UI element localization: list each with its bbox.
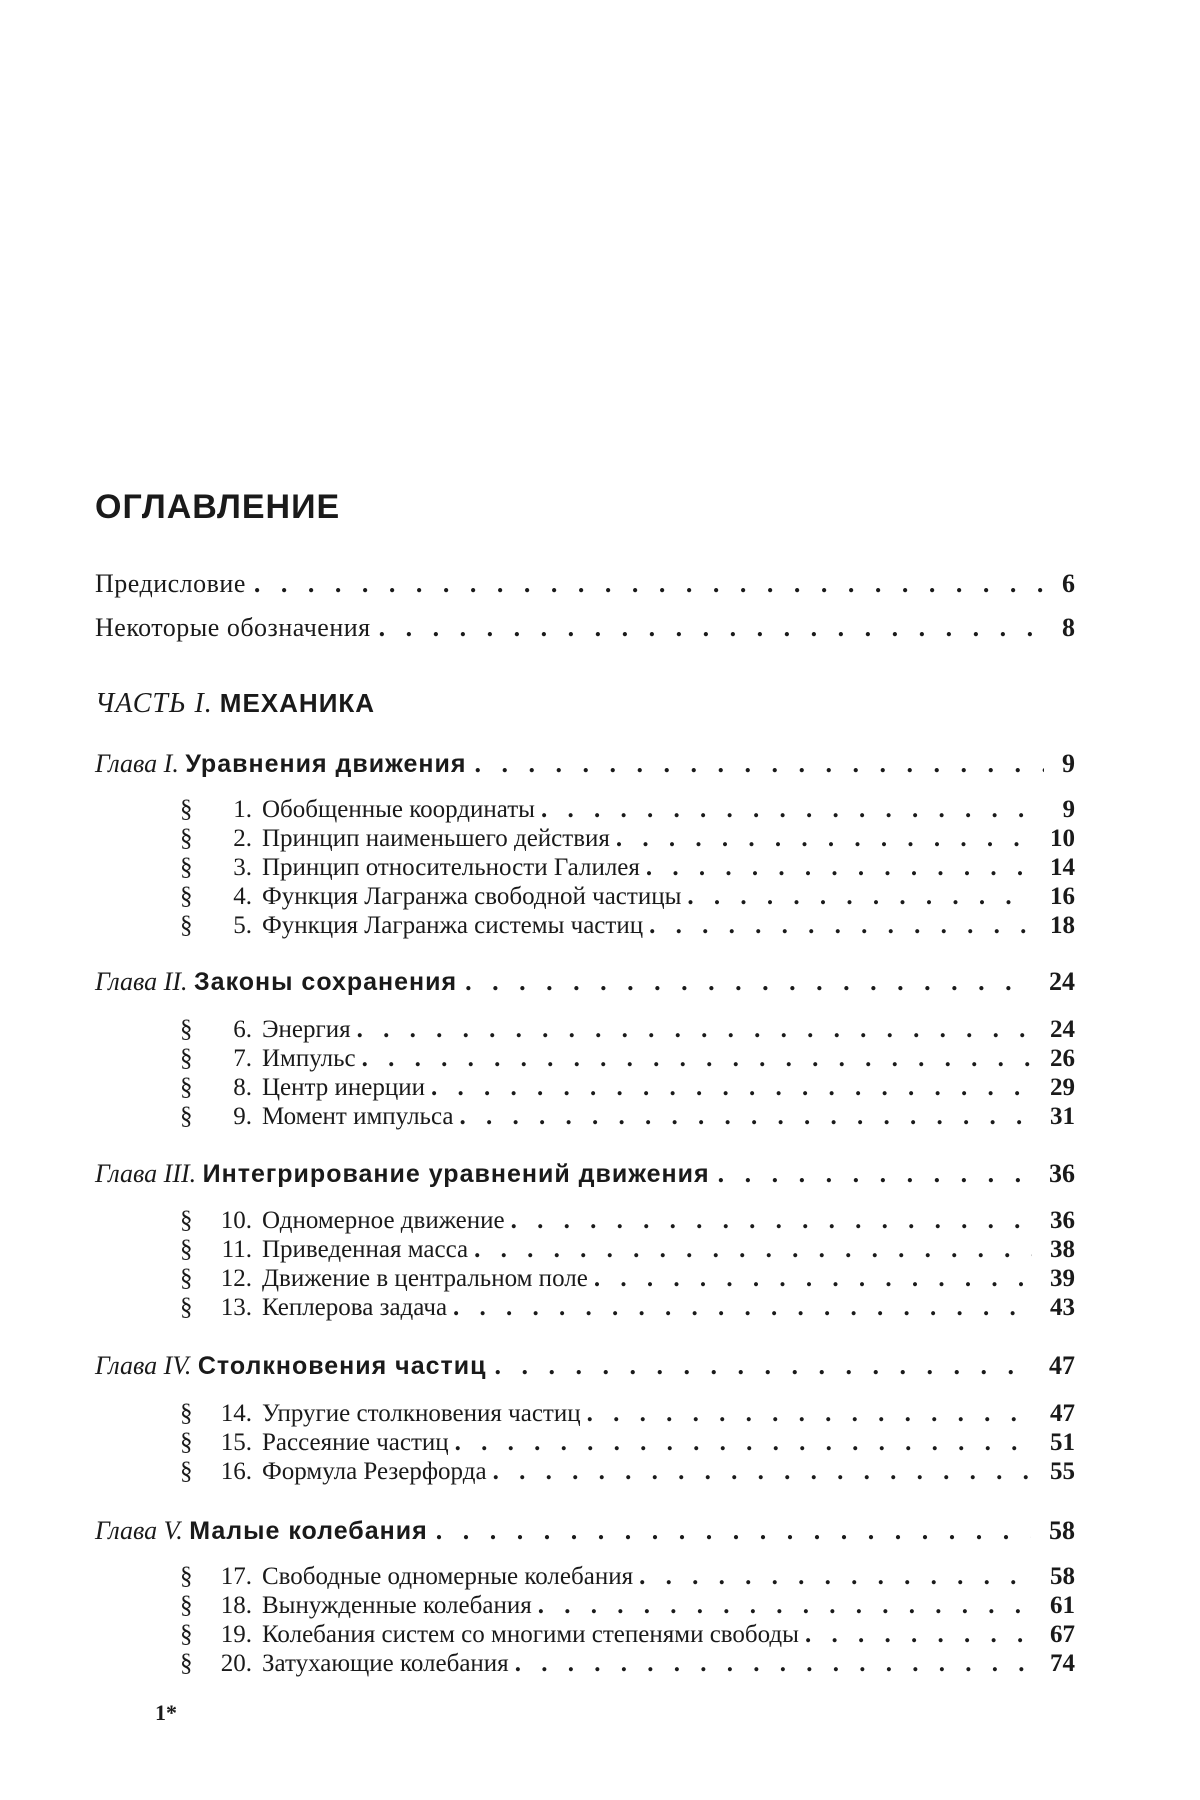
toc-section[interactable] xyxy=(180,1073,1075,1102)
section-title: Вынужденные колебания xyxy=(262,1592,532,1619)
section-number: 13. xyxy=(220,1294,252,1321)
section-title: Обобщенные координаты xyxy=(262,796,535,823)
page-number: 24 xyxy=(1050,1016,1075,1043)
toc-section[interactable] xyxy=(180,853,1075,882)
section-title: Энергия xyxy=(262,1016,351,1043)
leader-dots xyxy=(431,1073,1032,1102)
section-number: 9. xyxy=(233,1103,252,1130)
page-title: ОГЛАВЛЕНИЕ xyxy=(95,488,341,526)
section-number: 16. xyxy=(220,1458,252,1485)
page-number: 24 xyxy=(1049,967,1075,996)
section-number: 10. xyxy=(220,1207,252,1234)
toc-section[interactable] xyxy=(180,1562,1075,1591)
section-number: 14. xyxy=(220,1400,252,1427)
section-title: Одномерное движение xyxy=(262,1207,505,1234)
leader-dots xyxy=(493,1457,1032,1486)
page-number: 38 xyxy=(1050,1236,1075,1263)
leader-dots xyxy=(357,1015,1032,1044)
toc-section[interactable] xyxy=(180,1044,1075,1073)
section-sign: § xyxy=(180,1045,193,1072)
section-number: 3. xyxy=(233,854,252,881)
toc-section[interactable] xyxy=(180,795,1075,824)
toc-chapter-5[interactable] xyxy=(95,1515,1075,1547)
page-number: 9 xyxy=(1062,749,1075,778)
page-number: 61 xyxy=(1050,1592,1075,1619)
leader-dots xyxy=(646,853,1032,882)
toc-section[interactable] xyxy=(180,911,1075,940)
page-number: 47 xyxy=(1050,1400,1075,1427)
section-number: 12. xyxy=(220,1265,252,1292)
toc-section[interactable] xyxy=(180,1293,1075,1322)
toc-section[interactable] xyxy=(180,1264,1075,1293)
section-sign: § xyxy=(180,1621,193,1648)
leader-dots xyxy=(718,1158,1031,1190)
page-number: 74 xyxy=(1050,1650,1075,1677)
section-title: Принцип наименьшего действия xyxy=(262,825,610,852)
page-number: 18 xyxy=(1050,912,1075,939)
leader-dots xyxy=(587,1399,1032,1428)
leader-dots xyxy=(465,966,1031,998)
section-sign: § xyxy=(180,796,193,823)
section-number: 6. xyxy=(233,1016,252,1043)
chapter-name: Уравнения движения xyxy=(185,750,467,778)
section-sign: § xyxy=(180,1074,193,1101)
toc-section[interactable] xyxy=(180,824,1075,853)
page-number: 8 xyxy=(1062,613,1075,642)
chapter-label: Глава III. xyxy=(95,1159,197,1188)
section-title: Принцип относительности Галилея xyxy=(262,854,640,881)
leader-dots xyxy=(254,568,1043,600)
section-title: Затухающие колебания xyxy=(262,1650,509,1677)
toc-chapter-1[interactable] xyxy=(95,748,1075,780)
entry-title: Предисловие xyxy=(95,569,246,598)
section-title: Формула Резерфорда xyxy=(262,1458,487,1485)
section-title: Рассеяние частиц xyxy=(262,1429,449,1456)
leader-dots xyxy=(474,1235,1032,1264)
section-number: 18. xyxy=(220,1592,252,1619)
leader-dots xyxy=(379,612,1044,644)
leader-dots xyxy=(459,1102,1032,1131)
page-number: 31 xyxy=(1050,1103,1075,1130)
section-sign: § xyxy=(180,1563,193,1590)
section-sign: § xyxy=(180,1103,193,1130)
section-title: Приведенная масса xyxy=(262,1236,469,1263)
leader-dots xyxy=(649,911,1032,940)
part-heading xyxy=(95,688,375,720)
chapter-name: Законы сохранения xyxy=(194,968,458,996)
section-number: 8. xyxy=(233,1074,252,1101)
page-number: 10 xyxy=(1050,825,1075,852)
toc-section[interactable] xyxy=(180,1015,1075,1044)
toc-entry-preface[interactable] xyxy=(95,568,1075,600)
leader-dots xyxy=(594,1264,1032,1293)
page-number: 6 xyxy=(1062,569,1075,598)
toc-chapter-2[interactable] xyxy=(95,966,1075,998)
section-title: Кеплерова задача xyxy=(262,1294,448,1321)
page-number: 36 xyxy=(1050,1207,1075,1234)
section-number: 20. xyxy=(220,1650,252,1677)
page-number: 43 xyxy=(1050,1294,1075,1321)
section-title: Центр инерции xyxy=(262,1074,426,1101)
section-sign: § xyxy=(180,825,193,852)
page-number: 55 xyxy=(1050,1458,1075,1485)
section-sign: § xyxy=(180,854,193,881)
chapter-name: Малые колебания xyxy=(189,1517,428,1545)
section-title: Движение в центральном поле xyxy=(262,1265,588,1292)
page-number: 58 xyxy=(1050,1563,1075,1590)
page-number: 67 xyxy=(1050,1621,1075,1648)
chapter-label: Глава I. xyxy=(95,749,179,778)
page-number: 36 xyxy=(1049,1159,1075,1188)
section-sign: § xyxy=(180,1458,193,1485)
section-title: Момент импульса xyxy=(262,1103,454,1130)
section-title: Импульс xyxy=(262,1045,356,1072)
section-number: 2. xyxy=(233,825,252,852)
toc-section[interactable] xyxy=(180,1649,1075,1678)
signature-mark: 1* xyxy=(155,1700,177,1725)
part-name: МЕХАНИКА xyxy=(219,688,376,718)
page-number: 58 xyxy=(1049,1516,1075,1545)
section-number: 15. xyxy=(220,1429,252,1456)
leader-dots xyxy=(687,882,1032,911)
section-number: 7. xyxy=(233,1045,252,1072)
chapter-label: Глава II. xyxy=(95,967,188,996)
toc-section[interactable] xyxy=(180,1102,1075,1131)
chapter-name: Интегрирование уравнений движения xyxy=(202,1160,710,1188)
leader-dots xyxy=(495,1350,1032,1382)
leader-dots xyxy=(616,824,1032,853)
toc-section[interactable] xyxy=(180,1428,1075,1457)
leader-dots xyxy=(538,1591,1032,1620)
toc-section[interactable] xyxy=(180,1591,1075,1620)
chapter-name: Столкновения частиц xyxy=(197,1352,487,1380)
toc-chapter-3[interactable] xyxy=(95,1158,1075,1190)
section-sign: § xyxy=(180,1236,193,1263)
toc-section[interactable] xyxy=(180,1620,1075,1649)
entry-title: Некоторые обозначения xyxy=(95,613,371,642)
section-title: Свободные одномерные колебания xyxy=(262,1563,634,1590)
section-sign: § xyxy=(180,1400,193,1427)
toc-section[interactable] xyxy=(180,882,1075,911)
section-sign: § xyxy=(180,883,193,910)
section-sign: § xyxy=(180,1016,193,1043)
leader-dots xyxy=(362,1044,1032,1073)
section-sign: § xyxy=(180,912,193,939)
section-number: 1. xyxy=(233,796,252,823)
leader-dots xyxy=(541,795,1045,824)
section-number: 19. xyxy=(220,1621,252,1648)
section-sign: § xyxy=(180,1650,193,1677)
leader-dots xyxy=(474,748,1044,780)
section-sign: § xyxy=(180,1265,193,1292)
page-number: 26 xyxy=(1050,1045,1075,1072)
leader-dots xyxy=(436,1515,1031,1547)
page-number: 47 xyxy=(1049,1351,1075,1380)
toc-section[interactable] xyxy=(180,1206,1075,1235)
toc-section[interactable] xyxy=(180,1457,1075,1486)
section-sign: § xyxy=(180,1294,193,1321)
leader-dots xyxy=(639,1562,1032,1591)
toc-chapter-4[interactable] xyxy=(95,1350,1075,1382)
page-number: 51 xyxy=(1050,1429,1075,1456)
page-number: 9 xyxy=(1062,796,1075,823)
toc-section[interactable] xyxy=(180,1235,1075,1264)
toc-section[interactable] xyxy=(180,1399,1075,1428)
leader-dots xyxy=(515,1649,1032,1678)
section-number: 11. xyxy=(221,1236,252,1263)
toc-entry-notation[interactable] xyxy=(95,612,1075,644)
section-number: 17. xyxy=(220,1563,252,1590)
leader-dots xyxy=(511,1206,1032,1235)
page-number: 14 xyxy=(1050,854,1075,881)
page-number: 39 xyxy=(1050,1265,1075,1292)
leader-dots xyxy=(805,1620,1032,1649)
section-sign: § xyxy=(180,1429,193,1456)
chapter-label: Глава IV. xyxy=(95,1351,192,1380)
page-number: 29 xyxy=(1050,1074,1075,1101)
section-title: Функция Лагранжа системы частиц xyxy=(262,912,644,939)
section-title: Функция Лагранжа свободной частицы xyxy=(262,883,682,910)
section-title: Упругие столкновения частиц xyxy=(262,1400,581,1427)
section-number: 4. xyxy=(233,883,252,910)
section-sign: § xyxy=(180,1207,193,1234)
page-number: 16 xyxy=(1050,883,1075,910)
chapter-label: Глава V. xyxy=(95,1516,183,1545)
section-title: Колебания систем со многими степенями свободы xyxy=(262,1621,799,1648)
section-number: 5. xyxy=(233,912,252,939)
leader-dots xyxy=(453,1293,1032,1322)
part-label: ЧАСТЬ I. xyxy=(95,688,213,719)
leader-dots xyxy=(455,1428,1032,1457)
section-sign: § xyxy=(180,1592,193,1619)
